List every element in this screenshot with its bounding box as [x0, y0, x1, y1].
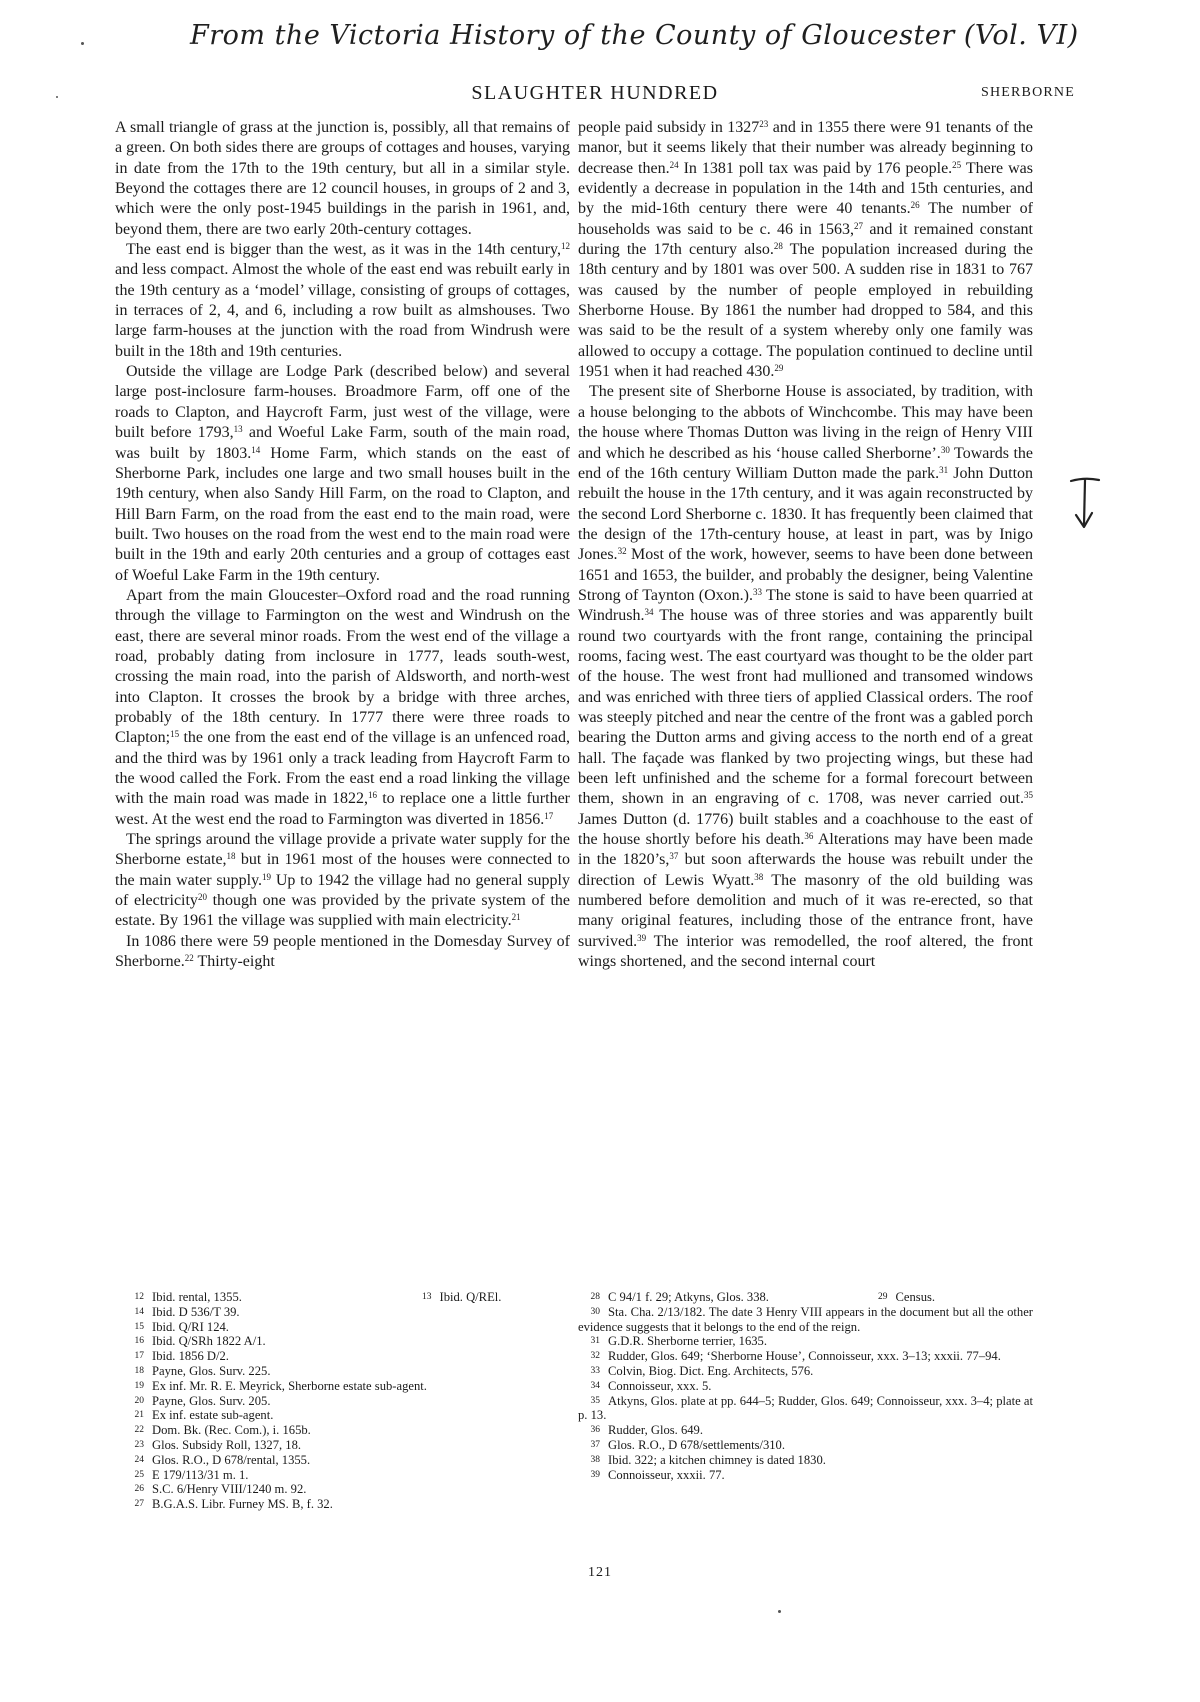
footnote-ref: 21	[511, 912, 521, 923]
footnote-ref: 20	[197, 892, 207, 903]
footnote-number: 22	[134, 1425, 144, 1436]
footnote	[122, 1379, 567, 1394]
footnote-text: Ibid. rental, 1355.	[152, 1290, 242, 1304]
footnote-ref: 16	[367, 790, 377, 801]
footnote	[122, 1423, 567, 1438]
scan-speck	[81, 42, 84, 45]
footnote	[578, 1453, 1033, 1468]
page-title: SLAUGHTER HUNDRED	[471, 82, 719, 104]
footnote-number: 36	[590, 1425, 600, 1436]
footnote-ref: 37	[669, 851, 679, 862]
footnote-text: E 179/113/31 m. 1.	[152, 1467, 249, 1482]
footnote-number: 12	[134, 1292, 144, 1302]
footnote-ref: 25	[952, 159, 962, 170]
margin-insertion-mark	[1065, 475, 1105, 535]
footnote	[578, 1423, 1033, 1438]
footnote-ref: 23	[759, 119, 769, 129]
footnote-ref: 12	[561, 241, 570, 252]
right-text-column	[578, 118, 1033, 972]
footnote-ref: 30	[940, 444, 950, 455]
footnote-text: Rudder, Glos. 649.	[608, 1423, 703, 1438]
footnote-text: Payne, Glos. Surv. 205.	[152, 1393, 271, 1408]
footnote	[578, 1379, 1033, 1394]
footnote-number: 39	[590, 1469, 600, 1480]
footnote-text: Connoisseur, xxxii. 77.	[608, 1467, 725, 1482]
footnote-text: Ibid. Q/REl.	[439, 1290, 502, 1304]
footnote-number: 29	[878, 1292, 888, 1302]
page-number: 121	[588, 1565, 612, 1580]
footnote	[122, 1394, 567, 1409]
footnote-number: 24	[134, 1454, 144, 1465]
footnote-number: 30	[590, 1306, 600, 1317]
footnote	[122, 1453, 567, 1468]
footnote-ref: 15	[170, 729, 180, 740]
footnotes-left	[122, 1290, 567, 1512]
footnote-ref: 18	[226, 851, 236, 862]
footnote-text: Ex inf. estate sub-agent.	[152, 1408, 274, 1423]
footnote	[578, 1438, 1033, 1453]
footnotes-right	[578, 1290, 1033, 1482]
footnote	[578, 1290, 1033, 1305]
footnote-ref: 27	[854, 220, 864, 231]
footnote-ref: 24	[669, 159, 679, 170]
running-head: SHERBORNE	[980, 85, 1075, 100]
footnote	[578, 1349, 1033, 1364]
left-text-column	[115, 118, 570, 972]
footnote-text: Ibid. D 536/T 39.	[152, 1304, 240, 1319]
footnote-number: 31	[590, 1336, 600, 1347]
footnote-number: 25	[134, 1469, 144, 1480]
footnote-number: 32	[590, 1351, 600, 1362]
footnote-text: Sta. Cha. 2/13/182. The date 3 Henry VIII appears in the document but all the other evidence suggests that it belongs to the end of the reign.	[578, 1304, 1033, 1334]
paragraph: The springs around the village provide a private water supply for the Sherborne estate,$^{18}$ but in 1961 most of the houses were connected to the main water supply.$^{19}$ Up to 1942 the village had no general supply of electricity$^{20}$ though one was provided by the private system of the estate. By 1961 the village was supplied with main electricity.$^{21}$	[115, 831, 571, 930]
footnote-number: 27	[134, 1499, 144, 1510]
footnote-text: Connoisseur, xxx. 5.	[608, 1378, 712, 1393]
footnote-text: Ibid. Q/RI 124.	[152, 1319, 229, 1334]
footnote-text: Ibid. 322; a kitchen chimney is dated 1830.	[608, 1452, 826, 1467]
footnote-number: 15	[134, 1321, 144, 1332]
footnote-text: Census.	[895, 1290, 936, 1304]
footnote-number: 17	[134, 1351, 144, 1362]
footnote-text: C 94/1 f. 29; Atkyns, Glos. 338.	[608, 1290, 769, 1304]
footnote	[122, 1482, 567, 1497]
handwritten-note	[190, 12, 1079, 72]
footnote-number: 37	[590, 1439, 600, 1450]
footnote-number: 20	[134, 1395, 144, 1406]
paragraph: The east end is bigger than the west, as it was in the 14th century,$^{12}$ and less compact. Almost the whole of the east end was rebuilt early in the 19th century as a ‘model’ village, consisting of groups of cottages, in terraces of 2, 4, and 6, including a row built as almshouses. Two large farm-houses at the junction with the road from Windrush were built in the 18th and 19th centuries.	[115, 241, 570, 360]
footnote-number: 18	[134, 1365, 144, 1376]
footnote-number: 19	[134, 1380, 144, 1391]
footnote-text: Ibid. Q/SRh 1822 A/1.	[152, 1334, 266, 1349]
footnote-text: Glos. R.O., D 678/rental, 1355.	[152, 1452, 311, 1467]
footnote	[122, 1290, 567, 1305]
footnote-text: Atkyns, Glos. plate at pp. 644–5; Rudder, Glos. 649; Connoisseur, xxx. 3–4; plate at p. 13.	[578, 1393, 1033, 1423]
footnote-second	[878, 1290, 935, 1305]
footnote-ref: 22	[184, 953, 194, 964]
footnote	[578, 1394, 1033, 1424]
footnote	[122, 1364, 567, 1379]
footnote-ref: 34	[644, 607, 654, 618]
footnote-ref: 17	[544, 810, 554, 821]
footnote-number: 26	[134, 1484, 144, 1495]
footnote-text: Payne, Glos. Surv. 225.	[152, 1363, 271, 1378]
footnote-second	[422, 1290, 501, 1305]
footnote-ref: 32	[617, 546, 627, 557]
footnote-number: 33	[590, 1365, 600, 1376]
paragraph: Outside the village are Lodge Park (described below) and several large post-inclosure farm-houses. Broadmore Farm, off one of the roads to Clapton, and Haycroft Farm, just west of the village, were built before 1793,13 and Woeful Lake Farm, south of the main road, was built by 1803.14 Home Farm, which stands on the east of Sherborne Park, includes one large and two small houses built in the 19th century, when also Sandy Hill Farm, on the road to Clapton, and Hill Barn Farm, on the road from the east end to the main road, were built. Two houses on the road from the west end to the main road were built in the 19th and early 20th centuries and a group of cottages east of Woeful Lake Farm in the 19th century.	[115, 363, 570, 584]
footnote	[578, 1468, 1033, 1483]
footnote-text: G.D.R. Sherborne terrier, 1635.	[608, 1334, 767, 1349]
footnote	[122, 1468, 567, 1483]
footnote-text: Ex inf. Mr. R. E. Meyrick, Sherborne estate sub-agent.	[152, 1378, 427, 1393]
footnote-ref: 19	[262, 871, 272, 882]
footnote-text: Glos. Subsidy Roll, 1327, 18.	[152, 1437, 302, 1452]
footnote-number: 38	[590, 1454, 600, 1465]
footnote-ref: 29	[774, 363, 784, 374]
footnote	[122, 1497, 567, 1512]
footnote-number: 35	[590, 1395, 600, 1406]
page-header	[115, 80, 1075, 110]
footnote	[122, 1320, 567, 1335]
footnote	[578, 1334, 1033, 1349]
footnote	[122, 1349, 567, 1364]
paragraph: In 1086 there were 59 people mentioned in the Domesday Survey of Sherborne.$^{22}$ Thirty-eight	[115, 932, 570, 971]
footnote-number: 21	[134, 1410, 144, 1421]
scan-speck	[56, 96, 58, 98]
footnote	[122, 1408, 567, 1423]
footnote-text: Colvin, Biog. Dict. Eng. Architects, 576.	[608, 1363, 814, 1378]
footnote-number: 13	[422, 1292, 432, 1302]
footnote-text: Rudder, Glos. 649; ‘Sherborne House’, Connoisseur, xxx. 3–13; xxxii. 77–94.	[608, 1349, 1001, 1364]
footnote-ref: 33	[752, 586, 762, 597]
handwritten-note-text: From the Victoria History of the County of Gloucester (Vol. VI)	[190, 20, 1079, 51]
footnote	[578, 1305, 1033, 1335]
paragraph: A small triangle of grass at the junction is, possibly, all that remains of a green. On both sides there are groups of cottages and houses, varying in date from the 17th to the 19th century, but all in a similar style. Beyond the cottages there are 12 council houses, in groups of 2 and 3, which were the only post-1945 buildings in the parish in 1961, and, beyond them, there are two early 20th-century cottages.	[115, 119, 570, 238]
scan-speck	[778, 1610, 781, 1613]
footnote-number: 23	[134, 1439, 144, 1450]
footnote-number: 28	[590, 1292, 600, 1302]
footnote-ref: 36	[804, 831, 814, 842]
footnote-ref: 13	[233, 424, 243, 435]
footnote-ref: 31	[939, 464, 949, 475]
paragraph: The present site of Sherborne House is associated, by tradition, with a house belonging to the abbots of Winchcombe. This may have been the house where Thomas Dutton was living in the reign of Henry VIII and which he described as his ‘house called Sherborne’.$^{30}$ Towards the end of the 16th century William Dutton made the park.$^{31}$ John Dutton rebuilt the house in the 17th century, and it was again reconstructed by the second Lord Sherborne c. 1830. It has frequently been claimed that the design of the 17th-century house, at least in part, was by Inigo Jones.$^{32}$ Most of the work, however, seems to have been done between 1651 and 1653, the builder, and probably the designer, being Valentine Strong of Taynton (Oxon.).$^{33}$ The stone is said to have been quarried at Windrush.$^{34}$ The house was of three stories and was apparently built round two courtyards with the front range, containing the principal rooms, facing west. The east courtyard was thought to be the older part of the house. The west front had mullioned and transomed windows and was enriched with three tiers of applied Classical orders. The roof was steeply pitched and near the centre of the front was a gabled porch bearing the Dutton arms and giving access to the north end of a great hall. The façade was flanked by two projecting wings, but these had been left unfinished and the scheme for a formal forecourt between them, shown in an engraving of c. 1708, was never carried out.$^{35}$ James Dutton (d. 1776) built stables and a coachhouse to the east of the house shortly before his death.$^{36}$ Alterations may have been made in the 1820’s,$^{37}$ but soon afterwards the house was rebuilt under the direction of Lewis Wyatt.$^{38}$ The masonry of the old building was numbered before demolition and much of it was re-erected, so that many original features, including those of the entrance front, have survived.$^{39}$ The interior was remodelled, the roof altered, the front wings shortened, and the second internal court	[578, 383, 1034, 971]
footnote-ref: 26	[910, 200, 920, 211]
footnote-ref: 39	[637, 932, 647, 943]
footnote-text: B.G.A.S. Libr. Furney MS. B, f. 32.	[152, 1497, 333, 1512]
footnote-ref: 35	[1024, 790, 1033, 801]
footnote-number: 16	[134, 1336, 144, 1347]
footnote	[122, 1438, 567, 1453]
footnote	[122, 1305, 567, 1320]
footnote-ref: 14	[251, 444, 261, 455]
footnote-text: Ibid. 1856 D/2.	[152, 1349, 229, 1364]
footnote	[578, 1364, 1033, 1379]
footnote-number: 14	[134, 1306, 144, 1317]
footnote-text: S.C. 6/Henry VIII/1240 m. 92.	[152, 1482, 307, 1497]
footnote-text: Dom. Bk. (Rec. Com.), i. 165b.	[152, 1423, 311, 1438]
paragraph: people paid subsidy in 1327$^{23}$ and in 1355 there were 91 tenants of the manor, but it seems likely that their number was already beginning to decrease then.$^{24}$ In 1381 poll tax was paid by 176 people.$^{25}$ There was evidently a decrease in population in the 14th and 15th centuries, and by the mid-16th century there were 40 tenants.$^{26}$ The number of households was said to be c. 46 in 1563,27 and it remained constant during the 17th century also.$^{28}$ The population increased during the 18th century and by 1801 was over 500. A sudden rise in 1831 to 767 was caused by the number of people employed in rebuilding Sherborne House. By 1861 the number had dropped to 584, and this was said to be the result of a system whereby only one family was allowed to occupy a cottage. The population continued to decline until 1951 when it had reached 430.29	[578, 119, 1034, 381]
footnote-number: 34	[590, 1380, 600, 1391]
footnote	[122, 1334, 567, 1349]
footnote-text: Glos. R.O., D 678/settlements/310.	[608, 1437, 786, 1452]
footnote-ref: 28	[773, 241, 783, 252]
paragraph: Apart from the main Gloucester–Oxford road and the road running through the village to Farmington on the west and Windrush on the east, there are several minor roads. From the west end of the village a road, probably dating from inclosure in 1777, leads south-west, crossing the main road, into the parish of Aldsworth, and north-west into Clapton. It crosses the brook by a bridge with three arches, probably of the 18th century. In 1777 there were three roads to Clapton;$^{15}$ the one from the east end of the village is an unfenced road, and the third was by 1961 only a track leading from Haycroft Farm to the wood called the Fork. From the east end a road linking the village with the main road was made in 1822,16 to replace one a little further west. At the west end the road to Farmington was diverted in 1856.17	[115, 586, 571, 828]
footnote-ref: 38	[754, 871, 764, 882]
